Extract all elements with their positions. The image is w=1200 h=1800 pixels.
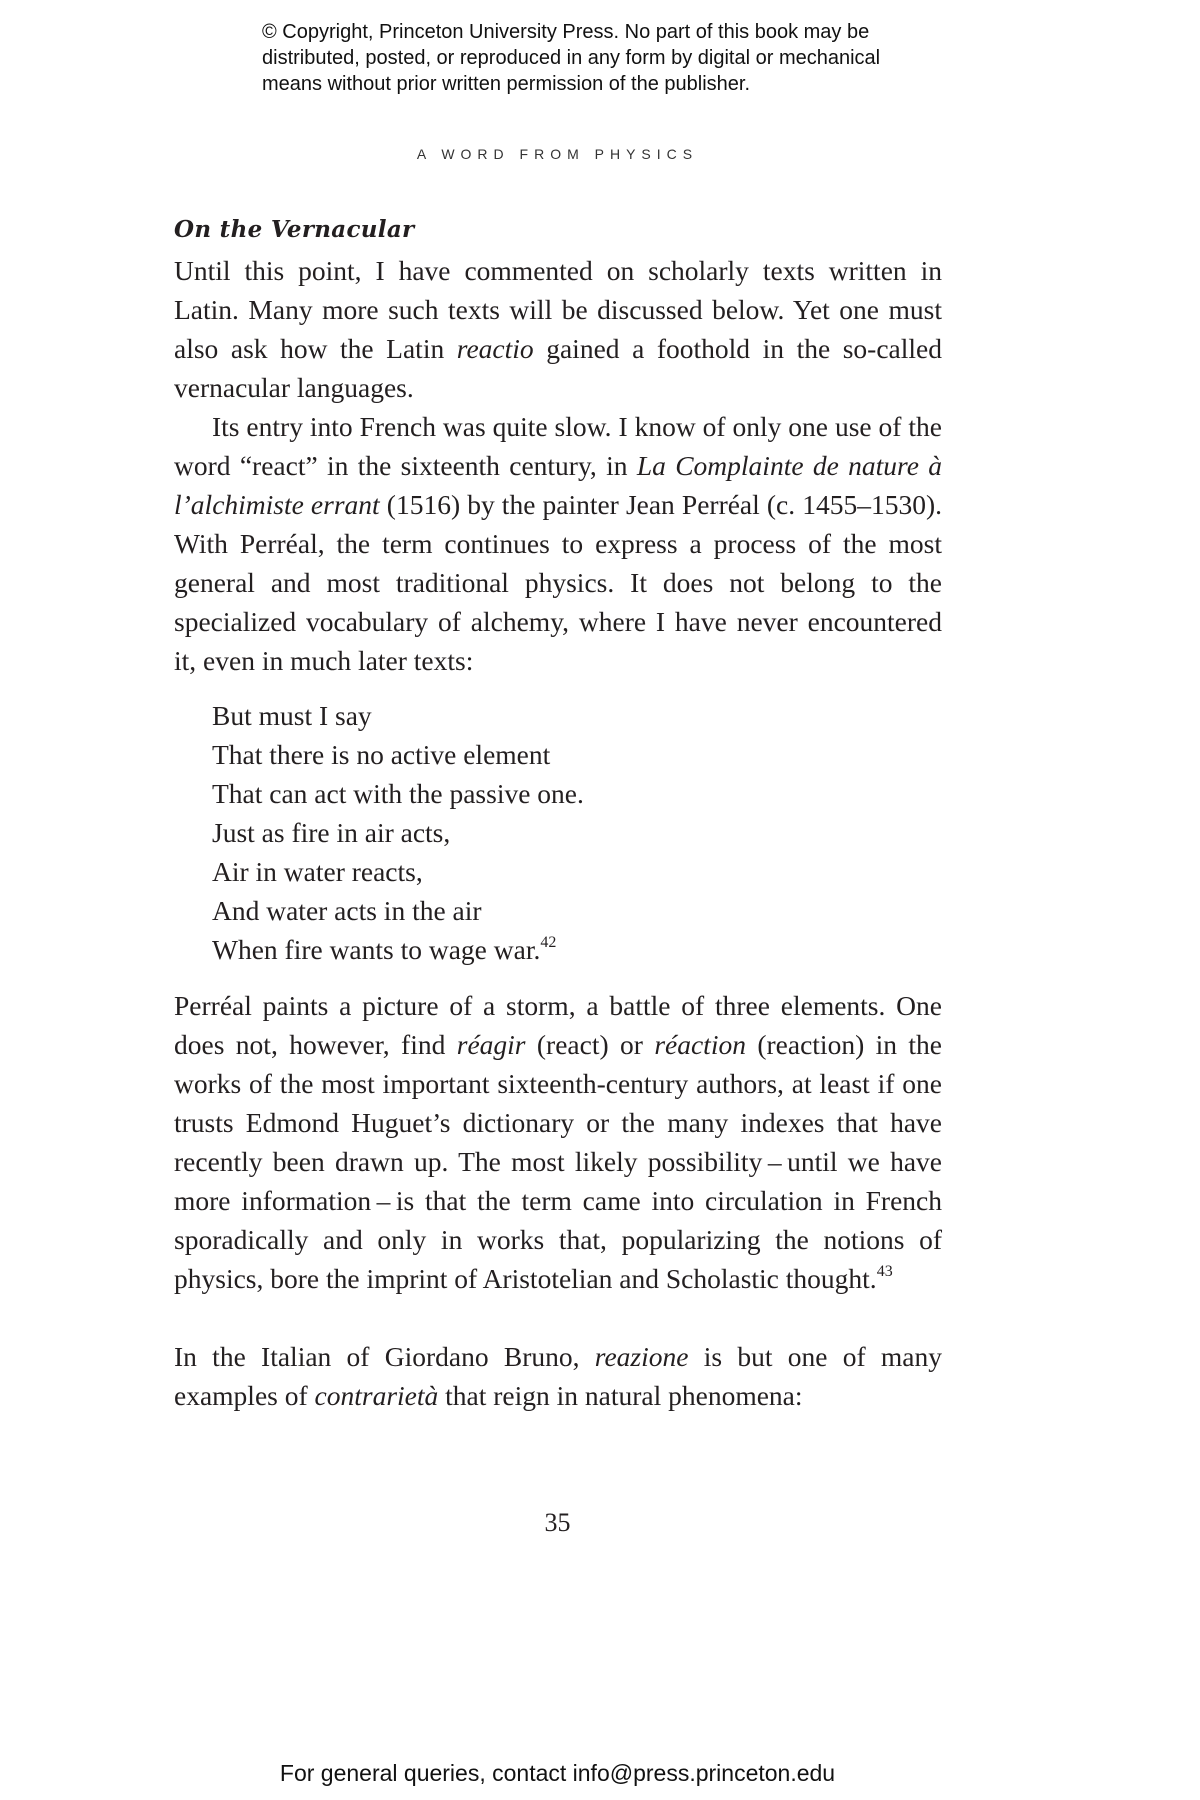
paragraph-text: Perréal paints a picture of a storm, a battle of three elements. One does not, however, find [174, 990, 942, 1060]
paragraph-text: that reign in natural phenomena: [438, 1380, 803, 1411]
page-number: 35 [544, 1508, 571, 1537]
paragraph-4 [174, 1337, 942, 1415]
paragraph-2 [174, 407, 942, 680]
verse-line: That there is no active element [212, 739, 551, 770]
copyright-line: © Copyright, Princeton University Press. No part of this book may be [262, 21, 870, 43]
copyright-notice [262, 19, 982, 97]
copyright-line: distributed, posted, or reproduced in any form by digital or mechanical [262, 47, 881, 69]
footnote-ref: 43 [876, 1263, 893, 1280]
paragraph-text: In the Italian of Giordano Bruno, [174, 1341, 595, 1372]
italic-term: réaction [654, 1029, 746, 1060]
italic-term: contrarietà [314, 1380, 439, 1411]
verse-line [212, 930, 942, 969]
paragraph-text: (reaction) in the works of the most important sixteenth-century authors, at least if one trusts Edmond Huguet’s dictionary or the many indexes that have recently been drawn up. The most likely possibility – until we have more information – is that the term came into circulation in French sporadically and only in works that, popularizing the notions of physics, bore the imprint of Aristotelian and Scholastic thought. [174, 1029, 942, 1294]
italic-term: reactio [456, 333, 534, 364]
footnote-ref: 42 [540, 934, 557, 951]
verse-line: But must I say [212, 700, 372, 731]
running-head: A WORD FROM PHYSICS [416, 146, 699, 162]
paragraph-text: Its entry into French was quite slow. I know of only one use of the word “react” in the sixteenth century, in [174, 411, 942, 481]
italic-title: La Complainte de nature à l’alchimiste errant [174, 450, 943, 520]
paragraph-text: (react) or [525, 1029, 655, 1060]
copyright-line: means without prior written permission of the publisher. [262, 73, 751, 95]
verse-line-text: When fire wants to wage war. [212, 934, 541, 965]
verse-line: Just as fire in air acts, [212, 817, 451, 848]
paragraph-3 [174, 986, 942, 1298]
main-text [174, 208, 942, 1415]
verse-line: And water acts in the air [212, 895, 482, 926]
paragraph-text: Until this point, I have commented on scholarly texts written in Latin. Many more such texts will be discussed below. Yet one must also ask how the Latin [174, 255, 942, 364]
paragraph-text: gained a foothold in the so-called vernacular languages. [174, 333, 942, 403]
italic-term: reazione [594, 1341, 689, 1372]
paragraph-1 [174, 251, 942, 407]
verse-line: That can act with the passive one. [212, 778, 584, 809]
section-heading: On the Vernacular [174, 216, 415, 243]
paragraph-text: (1516) by the painter Jean Perréal (c. 1455–1530). With Perréal, the term continues to express a process of the most general and most traditional physics. It does not belong to the specialized vocabulary of alchemy, where I have never encountered it, even in much later texts: [174, 489, 942, 676]
verse-quotation [212, 696, 942, 969]
verse-line: Air in water reacts, [212, 856, 423, 887]
footer-contact: For general queries, contact info@press.princeton.edu [279, 1760, 836, 1786]
paragraph-text: is but one of many examples of [174, 1341, 942, 1411]
italic-term: réagir [456, 1029, 526, 1060]
